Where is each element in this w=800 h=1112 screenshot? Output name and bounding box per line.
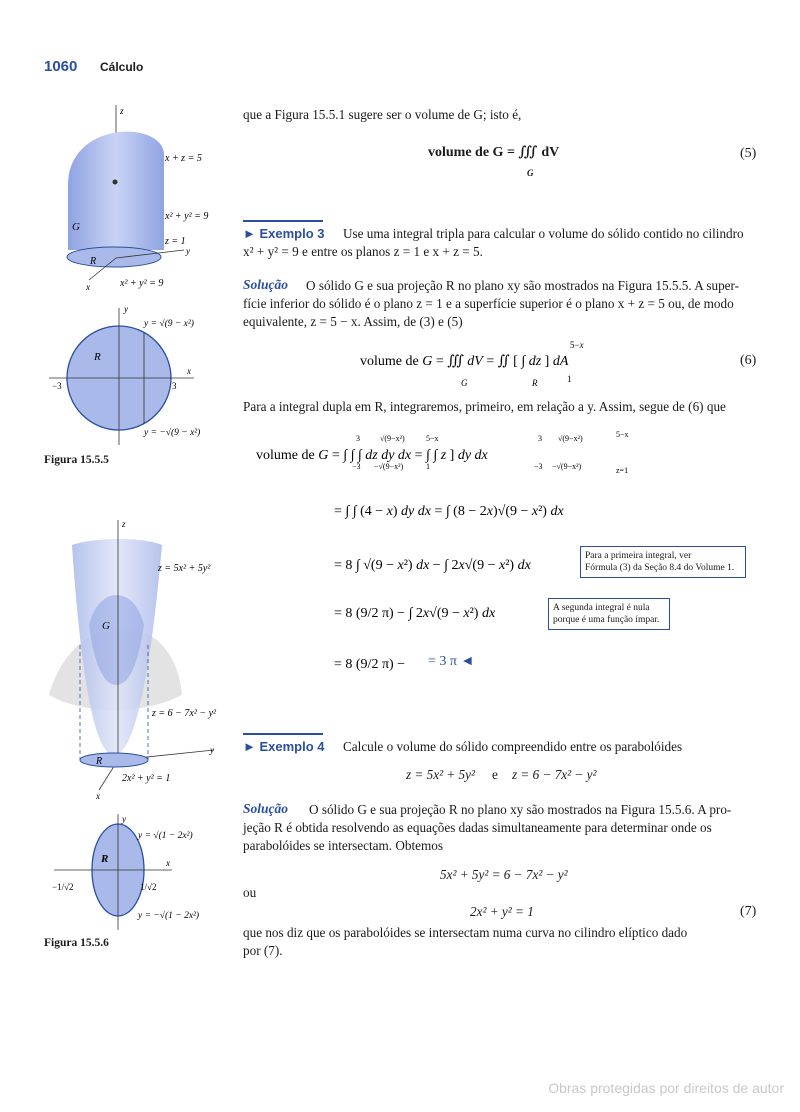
fig2-y: y <box>210 745 214 755</box>
fig2-top: z = 5x² + 5y² <box>158 563 211 574</box>
example4-eq-right: z = 6 − 7x² − y² <box>512 767 597 782</box>
proj2-R: R <box>101 853 109 865</box>
svg-text:5−x: 5−x <box>570 340 584 350</box>
eq6-number: (6) <box>740 353 757 368</box>
svg-text:√(9−x²): √(9−x²) <box>558 434 583 443</box>
example4-rule <box>243 733 323 735</box>
example3-heading: ► Exemplo 3 <box>243 226 325 241</box>
proj1-y: y <box>124 304 128 314</box>
fig1-y: y <box>186 246 190 256</box>
fig1-R: R <box>90 256 97 267</box>
solution4-line3: parabolóides se intersectam. Obtemos <box>243 838 443 853</box>
solution3-label: Solução <box>243 277 289 292</box>
figure-15-5-6-solid <box>44 515 234 805</box>
svg-text:R: R <box>532 378 538 388</box>
fig2-G: G <box>102 620 110 632</box>
solution4-eq-b: 2x² + y² = 1 <box>470 904 534 919</box>
svg-text:volume de G = ∭ dV = ∬ [ ∫ dz: volume de G = ∭ dV = ∬ [ ∫ dz ] dA <box>360 354 569 369</box>
region-R <box>67 247 161 267</box>
result-value: = 3 π ◄ <box>428 654 475 669</box>
svg-text:5−x: 5−x <box>616 430 629 439</box>
comp-line3: = 8 ∫ √(9 − x²) dx − ∫ 2x√(9 − x²) dx <box>334 558 531 573</box>
figure-15-5-6-caption: Figura 15.5.6 <box>44 937 109 949</box>
proj1-x: x <box>187 366 191 376</box>
figure-15-5-5-caption: Figura 15.5.5 <box>44 454 109 466</box>
fig1-z1: z = 1 <box>165 236 186 247</box>
solution4-line1: O sólido G e sua projeção R no plano xy são mostrados na Figura 15.5.6. A pro- <box>309 802 732 817</box>
watermark: Obras protegidas por direitos de autor <box>548 1080 784 1096</box>
solution4-label: Solução <box>243 801 289 816</box>
proj1-neg3: −3 <box>52 381 62 391</box>
fig1-base: x² + y² = 9 <box>120 278 164 289</box>
svg-text:3: 3 <box>356 434 360 443</box>
svg-text:−√(9−x²): −√(9−x²) <box>374 462 404 471</box>
proj1-pos3: 3 <box>172 381 177 391</box>
para-integral: Para a integral dupla em R, integraremos, primeiro, em relação a y. Assim, segue de (6) que <box>243 399 726 414</box>
eq5-region: G <box>527 168 534 178</box>
solution4-final2: por (7). <box>243 943 283 958</box>
fig1-x: x <box>86 282 90 292</box>
comp-line2: = ∫ ∫ (4 − x) dy dx = ∫ (8 − 2x)√(9 − x²) dx <box>334 504 564 519</box>
fig2-bottom: z = 6 − 7x² − y² <box>152 708 217 719</box>
proj2-y: y <box>122 814 126 824</box>
solution3-line1: O sólido G e sua projeção R no plano xy são mostrados na Figura 15.5.5. A super- <box>306 278 740 293</box>
example3-line2: x² + y² = 9 e entre os planos z = 1 e x + z = 5. <box>243 244 483 259</box>
solution3-line2: fície inferior do sólido é o plano z = 1 e a superfície superior é o plano x + z = 5 ou, de modo <box>243 296 734 311</box>
svg-text:−3: −3 <box>534 462 543 471</box>
svg-text:5−x: 5−x <box>426 434 439 443</box>
example4-eq-sep: e <box>492 767 498 782</box>
example3-line1: Use uma integral tripla para calcular o volume do sólido contido no cilindro <box>343 226 744 241</box>
proj2-top: y = √(1 − 2x²) <box>138 831 193 841</box>
proj2-bottom: y = −√(1 − 2x²) <box>138 911 200 921</box>
fig2-z: z <box>122 519 126 529</box>
book-title: Cálculo <box>100 60 144 74</box>
proj1-R: R <box>94 351 101 363</box>
note-second-integral: A segunda integral é nula porque é uma função ímpar. <box>548 598 670 630</box>
example4-heading: ► Exemplo 4 <box>243 739 325 754</box>
svg-text:z=1: z=1 <box>616 466 629 475</box>
example4-eq-left: z = 5x² + 5y² <box>406 767 475 782</box>
proj1-top: y = √(9 − x²) <box>144 319 194 329</box>
figure-15-5-5-solid <box>44 100 234 295</box>
proj2-left: −1/√2 <box>52 882 74 892</box>
region-R2 <box>80 753 148 767</box>
example3-rule <box>243 220 323 222</box>
comp-line1: volume de G = ∫ ∫ ∫ dz dy dx = ∫ ∫ z ] dy dx <box>256 448 488 463</box>
solution4-final1: que nos diz que os parabolóides se intersectam numa curva no cilindro elíptico dado <box>243 925 688 940</box>
note-first-integral: Para a primeira integral, ver Fórmula (3) da Seção 8.4 do Volume 1. <box>580 546 746 578</box>
example4-text: Calcule o volume do sólido compreendido entre os parabolóides <box>343 739 683 754</box>
svg-text:√(9−x²): √(9−x²) <box>380 434 405 443</box>
comp-line4: = 8 (9/2 π) − ∫ 2x√(9 − x²) dx <box>334 606 496 621</box>
svg-text:−√(9−x²): −√(9−x²) <box>552 462 582 471</box>
cylinder-body <box>68 132 164 250</box>
fig2-base: 2x² + y² = 1 <box>122 773 171 784</box>
fig2-R: R <box>96 756 103 767</box>
fig1-cyl: x² + y² = 9 <box>165 211 209 222</box>
eq5-lhs: volume de G = ∭ dV <box>428 145 560 160</box>
svg-text:1: 1 <box>567 374 572 384</box>
solution4-ou: ou <box>243 885 257 900</box>
svg-text:3: 3 <box>538 434 542 443</box>
proj2-x: x <box>166 858 170 868</box>
fig1-G: G <box>72 221 80 233</box>
proj2-right: 1/√2 <box>140 882 157 892</box>
fig2-x: x <box>96 791 100 801</box>
eq5-number: (5) <box>740 146 757 161</box>
fig1-z: z <box>120 106 124 116</box>
fig1-plane: x + z = 5 <box>165 153 202 164</box>
figure-15-5-5-projection <box>44 300 234 448</box>
solution3-line3: equivalente, z = 5 − x. Assim, de (3) e (5) <box>243 314 463 329</box>
svg-text:G: G <box>461 378 468 388</box>
eq7-number: (7) <box>740 904 757 919</box>
proj1-bottom: y = −√(9 − x²) <box>144 428 201 438</box>
svg-text:−3: −3 <box>352 462 361 471</box>
intro-text: que a Figura 15.5.1 sugere ser o volume de G; isto é, <box>243 107 522 122</box>
figure-15-5-6-projection <box>44 812 234 932</box>
comp-line5: = 8 (9/2 π) − <box>334 657 406 672</box>
svg-text:1: 1 <box>426 462 430 471</box>
page-number: 1060 <box>44 58 78 75</box>
solution4-line2: jeção R é obtida resolvendo as equações dadas simultaneamente para determinar onde os <box>243 820 712 835</box>
solution4-eq-a: 5x² + 5y² = 6 − 7x² − y² <box>440 867 568 882</box>
equation-6 <box>360 338 680 390</box>
